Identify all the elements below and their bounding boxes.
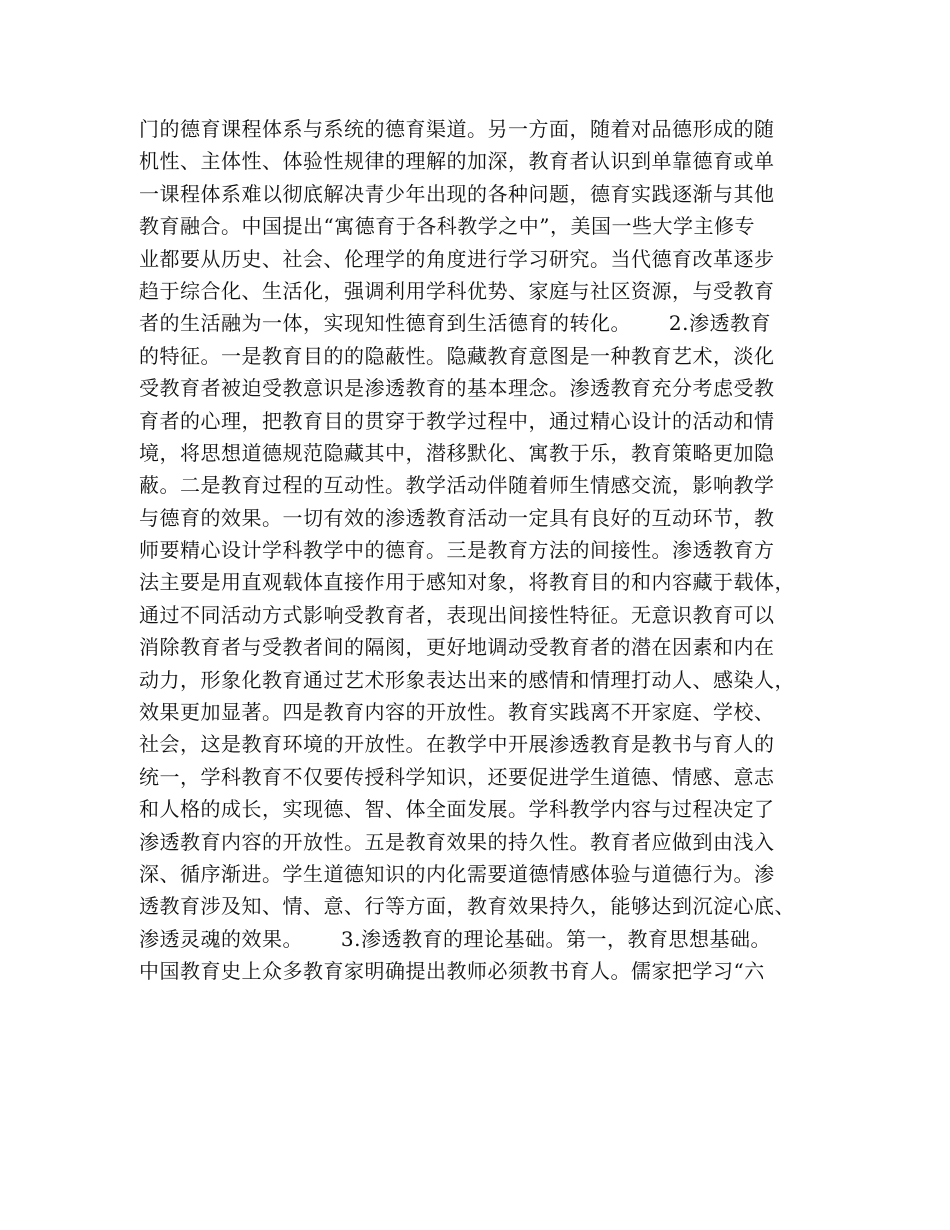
text-line: 效果更加显著。四是教育内容的开放性。教育实践离不开家庭、学校、: [139, 700, 775, 725]
text-line: 的特征。一是教育目的的隐蔽性。隐藏教育意图是一种教育艺术，淡化: [139, 343, 775, 368]
text-line: 与德育的效果。一切有效的渗透教育活动一定具有良好的互动环节，教: [139, 505, 775, 530]
text-line: 渗透灵魂的效果。 3.渗透教育的理论基础。第一，教育思想基础。: [139, 926, 771, 951]
text-line: 渗透教育内容的开放性。五是教育效果的持久性。教育者应做到由浅入: [139, 829, 775, 854]
text-line: 中国教育史上众多教育家明确提出教师必须教书育人。儒家把学习“六: [139, 959, 765, 984]
text-line: 者的生活融为一体，实现知性德育到生活德育的转化。 2.渗透教育: [139, 311, 771, 336]
text-line: 趋于综合化、生活化，强调利用学科优势、家庭与社区资源，与受教育: [139, 278, 775, 303]
text-line: 机性、主体性、体验性规律的理解的加深，教育者认识到单靠德育或单: [139, 149, 775, 174]
text-line: 蔽。二是教育过程的互动性。教学活动伴随着师生情感交流，影响教学: [139, 473, 775, 498]
text-line: 法主要是用直观载体直接作用于感知对象，将教育目的和内容藏于载体，: [139, 570, 795, 595]
text-line: 和人格的成长，实现德、智、体全面发展。学科教学内容与过程决定了: [139, 797, 775, 822]
text-line: 一课程体系难以彻底解决青少年出现的各种问题，德育实践逐渐与其他: [139, 181, 775, 206]
text-line: 动力，形象化教育通过艺术形象表达出来的感情和情理打动人、感染人，: [139, 667, 795, 692]
text-line: 统一，学科教育不仅要传授科学知识，还要促进学生道德、情感、意志: [139, 764, 775, 789]
body-text: [139, 113, 819, 988]
text-line: 教育融合。中国提出“寓德育于各科教学之中”，美国一些大学主修专: [139, 214, 755, 239]
text-line: 社会，这是教育环境的开放性。在教学中开展渗透教育是教书与育人的: [139, 732, 775, 757]
text-line: 消除教育者与受教者间的隔阂，更好地调动受教育者的潜在因素和内在: [139, 635, 775, 660]
text-line: 通过不同活动方式影响受教育者，表现出间接性特征。无意识教育可以: [139, 602, 775, 627]
text-line: 境，将思想道德规范隐藏其中，潜移默化、寓教于乐，教育策略更加隐: [139, 440, 775, 465]
text-line: 门的德育课程体系与系统的德育渠道。另一方面，随着对品德形成的随: [139, 117, 775, 141]
text-line: 业都要从历史、社会、伦理学的角度进行学习研究。当代德育改革逐步: [139, 246, 775, 271]
text-line: 受教育者被迫受教意识是渗透教育的基本理念。渗透教育充分考虑受教: [139, 376, 775, 401]
text-line: 透教育涉及知、情、意、行等方面，教育效果持久，能够达到沉淀心底、: [139, 894, 795, 919]
text-line: 师要精心设计学科教学中的德育。三是教育方法的间接性。渗透教育方: [139, 538, 775, 563]
text-line: 育者的心理，把教育目的贯穿于教学过程中，通过精心设计的活动和情: [139, 408, 775, 433]
text-line: 深、循序渐进。学生道德知识的内化需要道德情感体验与道德行为。渗: [139, 861, 775, 886]
